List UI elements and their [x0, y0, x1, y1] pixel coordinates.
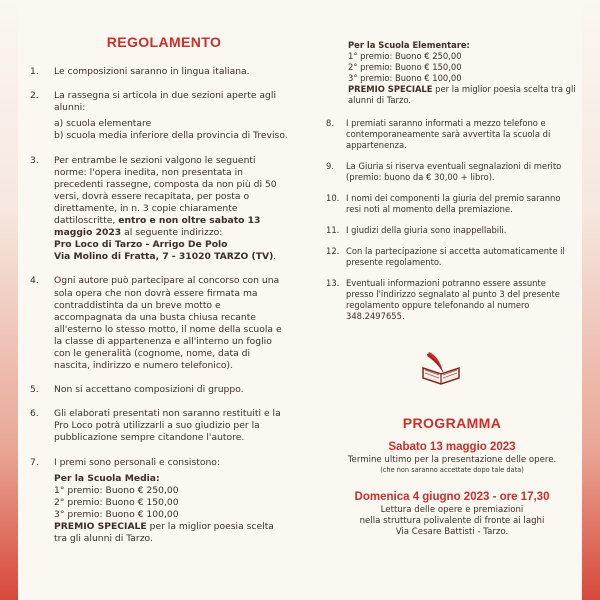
rule-item: 4. Ogni autore può partecipare al concorso con una sola opera che non dovrà essere firmata ma contraddistinta da un breve motto e accompagnata da una busta chiusa recante all'esterno lo stesso motto, il nome della scuola e la classe di appartenenza e all'interno un foglio con le generalità (cognome, nome, data di nascita, indirizzo e numero telefonico). [30, 275, 282, 372]
special-prize: PREMIO SPECIALE per la miglior poesia scelta tra gli alunni di Tarzo. [54, 521, 274, 545]
rule-item: 9. La Giuria si riserva eventuali segnalazioni di merito (premio: buono da € 30,00 + libro). [326, 161, 562, 182]
special-prize: PREMIO SPECIALE per la miglior poesia scelta tra gli alunni di Tarzo. [348, 84, 576, 105]
left-edge-gradient [0, 0, 18, 600]
prize-line: 3° premio: Buono € 100,00 [54, 508, 179, 520]
rule-item: 3. Per entrambe le sezioni valgono le seguenti norme: l'opera inedita, non presentata in precedenti rassegne, composta da non più di 50 versi, dovrà essere recapitata, per posta o direttamente, in n. 3 copie chiaramente dattiloscritte, entro e non oltre sabato 13 maggio 2023 al seguente indirizzo: Pro Loco di Tarzo - Arrigo De Polo Via Molino di Fratta, 7 - 31020 TARZO (TV). [30, 155, 288, 264]
deadline-bold: entro e non oltre sabato 13 maggio 2023 [54, 215, 261, 239]
date-domenica: Domenica 4 giugno 2023 - ore 17,30 [354, 491, 550, 503]
date-sabato: Sabato 13 maggio 2023 [388, 441, 516, 453]
prize-line: 3° premio: Buono € 100,00 [348, 73, 462, 83]
section-a: a) scuola elementare [54, 118, 152, 130]
regolamento-column [30, 36, 288, 557]
rule-item: 11. I giudizi della giuria sono inappellabili. [326, 225, 507, 235]
rule-item: 7. I premi sono personali e consistono: Per la Scuola Media: 1° premio: Buono € 250,00 2° premio: Buono € 150,00 3° premio: Buono € 100,00 PREMIO SPECIALE per la miglior poesia scelta tra gli alunni di Tarzo. [30, 457, 288, 546]
programma-title: PROGRAMMA [402, 415, 502, 431]
scuola-media-heading: Per la Scuola Media: [54, 472, 160, 484]
regolamento-title: REGOLAMENTO [106, 34, 222, 50]
book-with-quill-icon [419, 348, 463, 386]
prize-line: 2° premio: Buono € 150,00 [54, 496, 179, 508]
rule-item: 2. La rassegna si articola in due sezioni aperte agli alunni: a) scuola elementare b) scuola media inferiore della provincia di Treviso. [30, 90, 288, 142]
address-line-2: Via Molino di Fratta, 7 - 31020 TARZO (TV) [54, 251, 274, 263]
rule-item: 10. I nomi dei componenti la giuria del premio saranno resi noti al momento della premiazione. [326, 193, 561, 214]
rule-item: 6. Gli elaborati presentati non saranno restituiti e la Pro Loco potrà utilizzarli a suo giudizio per la pubblicazione sempre citandone l'autore. [30, 408, 281, 444]
rule-item: 8. I premiati saranno informati a mezzo telefono e contemporaneamente sarà avvertita la scuola di appartenenza. [326, 118, 551, 150]
prize-line: 1° premio: Buono € 250,00 [348, 51, 462, 61]
rules-continued-column [326, 36, 576, 332]
programma-section: PROGRAMMA Sabato 13 maggio 2023 Termine ultimo per la presentazione delle opere. (che non saranno accettate dopo tale data) Domenica 4 giugno 2023 - ore 17,30 Lettura delle opere e premiazioni nella struttura polivalente di fronte ai laghi Via Cesare Battisti - Tarzo. [322, 415, 582, 538]
rule-item: 12. Con la partecipazione si accetta automaticamente il presente regolamento. [326, 246, 565, 267]
right-edge-gradient [582, 0, 600, 600]
section-b: b) scuola media inferiore della provincia di Treviso. [54, 130, 288, 142]
rule-item: 13. Eventuali informazioni potranno essere assunte presso l'indirizzo segnalato al punto 3 del presente regolamento oppure telefonando al numero 348.2497655. [326, 278, 560, 321]
rule-item: 5. Non si accettano composizioni di gruppo. [30, 384, 244, 396]
address-line-1: Pro Loco di Tarzo - Arrigo De Polo [54, 239, 228, 251]
prize-line: 1° premio: Buono € 250,00 [54, 484, 179, 496]
scuola-elementare-prizes: Per la Scuola Elementare: 1° premio: Buono € 250,00 2° premio: Buono € 150,00 3° premio: Buono € 100,00 PREMIO SPECIALE per la miglior poesia scelta tra gli alunni di Tarzo. [348, 40, 576, 105]
rule-item: 1. Le composizioni saranno in lingua italiana. [30, 66, 250, 78]
prize-line: 2° premio: Buono € 150,00 [348, 62, 462, 72]
